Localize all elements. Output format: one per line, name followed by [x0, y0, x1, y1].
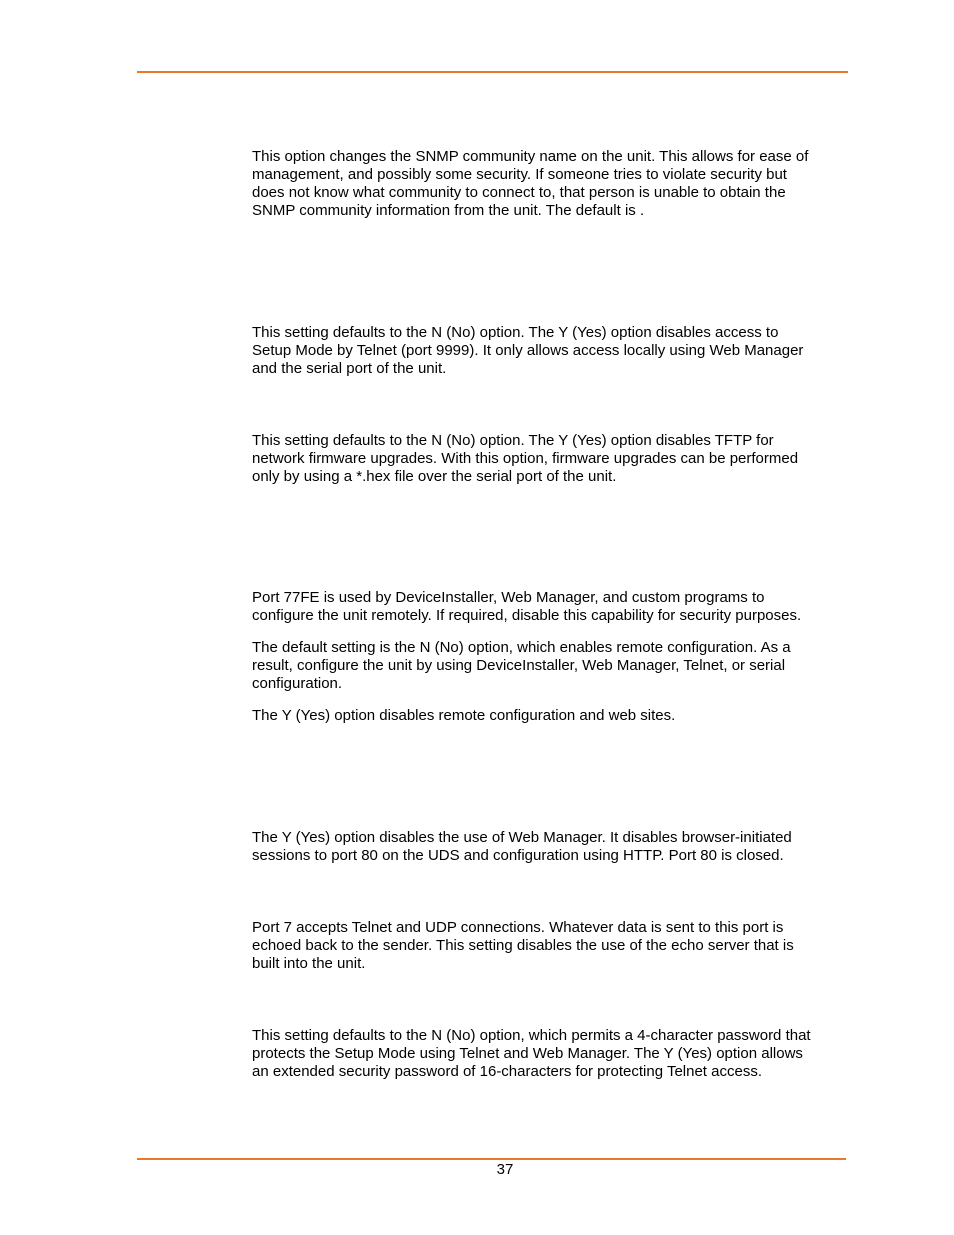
tftp-paragraph: This setting defaults to the N (No) option. The Y (Yes) option disables TFTP for network firmware upgrades. With this option, firmware upgrades can be performed only by using a *.hex file over the serial port of the unit. [252, 432, 799, 485]
port-77fe-paragraph: Port 77FE is used by DeviceInstaller, Web Manager, and custom programs to configure the unit remotely. If required, disable this capability for security purposes. [252, 589, 802, 624]
enhanced-password-paragraph: This setting defaults to the N (No) option, which permits a 4-character password that protects the Setup Mode using Telnet and Web Manager. The Y (Yes) option allows an extended security password of 16-characters for protecting Telnet access. [252, 1027, 811, 1080]
remote-config-yes-paragraph: The Y (Yes) option disables remote configuration and web sites. [252, 707, 676, 724]
snmp-community-paragraph: This option changes the SNMP community name on the unit. This allows for ease of management, and possibly some security. If someone tries to violate security but does not know what community to connect to, that person is unable to obtain the SNMP community information from the unit. The default is . [252, 148, 809, 219]
page-number: 37 [496, 1161, 514, 1178]
footer-rule [137, 1158, 846, 1160]
header-rule [137, 71, 848, 73]
web-manager-paragraph: The Y (Yes) option disables the use of Web Manager. It disables browser-initiated sessions to port 80 on the UDS and configuration using HTTP. Port 80 is closed. [252, 829, 792, 864]
echo-server-paragraph: Port 7 accepts Telnet and UDP connections. Whatever data is sent to this port is echoed back to the sender. This setting disables the use of the echo server that is built into the unit. [252, 919, 794, 972]
remote-config-default-paragraph: The default setting is the N (No) option, which enables remote configuration. As a result, configure the unit by using DeviceInstaller, Web Manager, Telnet, or serial configuration. [252, 639, 791, 692]
telnet-setup-paragraph: This setting defaults to the N (No) option. The Y (Yes) option disables access to Setup Mode by Telnet (port 9999). It only allows access locally using Web Manager and the serial port of the unit. [252, 324, 804, 377]
